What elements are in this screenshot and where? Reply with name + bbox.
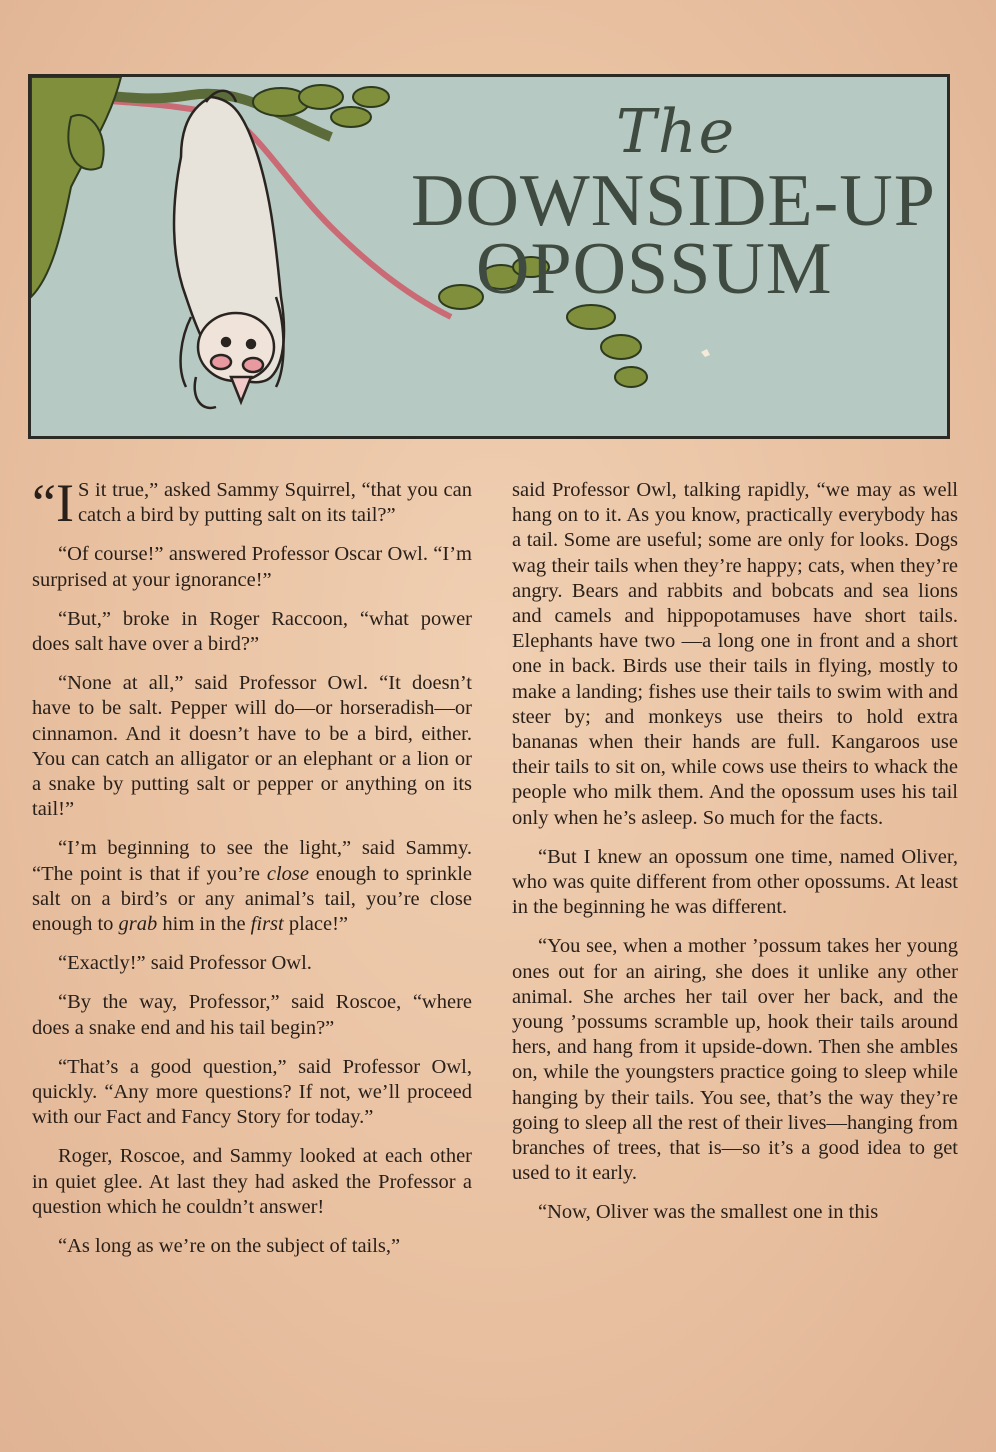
title-line-2: OPOSSUM <box>476 228 833 310</box>
leaf-cluster-top <box>253 85 389 127</box>
paragraph: “I S it true,” asked Sammy Squirrel, “that you can catch a bird by putting salt on its tail?” <box>32 473 472 533</box>
paragraph: “Of course!” answered Professor Oscar Owl. “I’m surprised at your ignorance!” <box>32 543 472 591</box>
paragraph: “Exactly!” said Professor Owl. <box>58 952 312 975</box>
paragraph: “Now, Oliver was the smallest one in this <box>538 1201 879 1224</box>
paragraph: “As long as we’re on the subject of tails,” <box>58 1235 401 1258</box>
paper-speck <box>701 349 710 357</box>
leaf-cluster-left <box>31 77 121 297</box>
paragraph: said Professor Owl, talking rapidly, “we may as well hang on to it. As you know, practically everybody has a tail. Some are useful; some are only for looks. Dogs wag their tails when they’re happy; cats, when they’re angry. Bears and rabbits and bobcats and sea lions and camels and hippopotamuses have short tails. Elephants have two —a long one in front and a short one in back. Birds use their tails in flying, mostly to make a landing; fishes use their tails to swim with and steer by; and monkeys use theirs to hold extra bananas when their hands are full. Kangaroos use their tails to sit on, while cows use theirs to whack the people who milk them. And the opossum uses his tail only when he’s asleep. So much for the facts. <box>512 479 958 829</box>
paragraph: “I’m beginning to see the light,” said Sammy. “The point is that if you’re close enough to sprinkle salt on a bird’s or any animal’s tail, you’re close enough to grab him in the first place!” <box>32 837 472 936</box>
paragraph: “But,” broke in Roger Raccoon, “what power does salt have over a bird?” <box>32 607 472 656</box>
title-the: The <box>616 97 737 167</box>
right-column <box>512 478 958 1240</box>
title-banner <box>28 74 950 439</box>
paragraph: “But I knew an opossum one time, named Oliver, who was quite different from other opossums. At least in the beginning he was different. <box>512 845 958 919</box>
opossum <box>174 91 284 408</box>
title-line-1: DOWNSIDE-UP <box>411 160 936 242</box>
paragraph: “You see, when a mother ’possum takes her young ones out for an airing, she does it unlike any other animal. She arches her tail over her back, and the young ’possums scramble up, hook their tails around hers, and hang from it upside-down. Then she ambles on, while the youngsters practice going to sleep while hanging by their tails. You see, that’s the way they’re going to sleep all the rest of their lives—hanging from branches of trees, that is—so it’s a good idea to get used to it early. <box>512 935 958 1185</box>
left-column <box>32 473 472 1273</box>
paragraph: “By the way, Professor,” said Roscoe, “where does a snake end and his tail begin?” <box>32 991 472 1039</box>
paragraph: Roger, Roscoe, and Sammy looked at each other in quiet glee. At last they had asked the Professor a question which he couldn’t answer! <box>32 1145 472 1218</box>
paragraph: “That’s a good question,” said Professor Owl, quickly. “Any more questions? If not, we’ll proceed with our Fact and Fancy Story for today.” <box>32 1055 472 1129</box>
paragraph: “None at all,” said Professor Owl. “It doesn’t have to be salt. Pepper will do—or horseradish—or cinnamon. And it doesn’t have to be a bird, either. You can catch an alligator or an elephant or a lion or a snake by putting salt or pepper or anything on its tail!” <box>32 672 472 821</box>
drop-cap: “I <box>32 473 74 533</box>
